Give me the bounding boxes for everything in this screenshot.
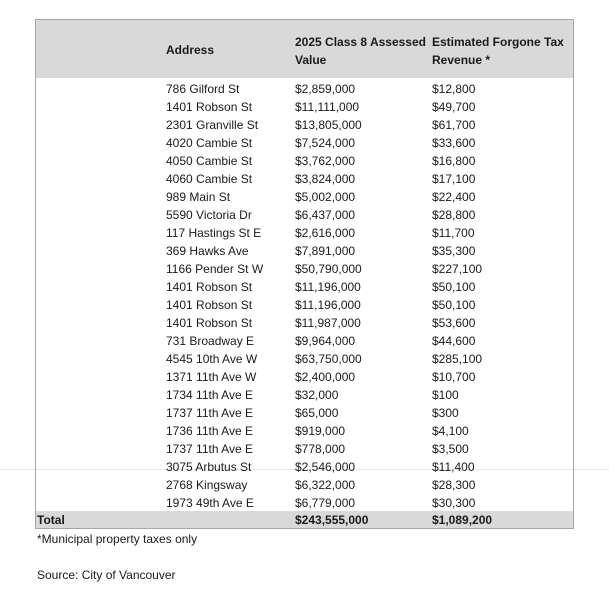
row-assessed-value: $13,805,000 bbox=[295, 118, 362, 132]
row-forgone-revenue: $100 bbox=[432, 388, 459, 402]
row-assessed-value: $11,196,000 bbox=[295, 280, 361, 294]
table-row bbox=[0, 152, 609, 170]
row-address: 1736 11th Ave E bbox=[166, 424, 253, 438]
row-assessed-value: $11,196,000 bbox=[295, 298, 361, 312]
row-forgone-revenue: $227,100 bbox=[432, 262, 483, 276]
table-row bbox=[0, 134, 609, 152]
row-assessed-value: $3,824,000 bbox=[295, 172, 356, 186]
row-forgone-revenue: $28,800 bbox=[432, 208, 476, 222]
row-forgone-revenue: $10,700 bbox=[432, 370, 476, 384]
row-address: 989 Main St bbox=[166, 190, 231, 204]
row-assessed-value: $2,616,000 bbox=[295, 226, 356, 240]
table-row bbox=[0, 98, 609, 116]
row-address: 3075 Arbutus St bbox=[166, 460, 252, 474]
row-assessed-value: $11,111,000 bbox=[295, 100, 360, 114]
row-assessed-value: $11,987,000 bbox=[295, 316, 361, 330]
row-assessed-value: $2,400,000 bbox=[295, 370, 356, 384]
row-forgone-revenue: $33,600 bbox=[432, 136, 476, 150]
row-address: 1737 11th Ave E bbox=[166, 442, 253, 456]
row-forgone-revenue: $53,600 bbox=[432, 316, 476, 330]
row-address: 4060 Cambie St bbox=[166, 172, 253, 186]
header-assessed-value-line2: Value bbox=[295, 53, 327, 67]
row-forgone-revenue: $50,100 bbox=[432, 298, 476, 312]
table-row bbox=[0, 224, 609, 242]
row-assessed-value: $3,762,000 bbox=[295, 154, 356, 168]
header-assessed-value-line1: 2025 Class 8 Assessed bbox=[295, 35, 426, 49]
row-assessed-value: $7,524,000 bbox=[295, 136, 356, 150]
header-forgone-revenue-line2: Revenue * bbox=[432, 53, 491, 67]
table-row bbox=[0, 458, 609, 476]
header-forgone-revenue bbox=[432, 33, 564, 69]
table-row bbox=[0, 242, 609, 260]
row-address: 4050 Cambie St bbox=[166, 154, 253, 168]
row-address: 4020 Cambie St bbox=[166, 136, 253, 150]
row-forgone-revenue: $44,600 bbox=[432, 334, 476, 348]
total-forgone-revenue: $1,089,200 bbox=[432, 513, 493, 527]
footnote: *Municipal property taxes only bbox=[37, 532, 198, 546]
row-address: 1973 49th Ave E bbox=[166, 496, 254, 510]
row-address: 1734 11th Ave E bbox=[166, 388, 253, 402]
row-forgone-revenue: $11,400 bbox=[432, 460, 475, 474]
row-forgone-revenue: $49,700 bbox=[432, 100, 476, 114]
table-row bbox=[0, 80, 609, 98]
table-row bbox=[0, 422, 609, 440]
row-address: 4545 10th Ave W bbox=[166, 352, 258, 366]
row-assessed-value: $6,437,000 bbox=[295, 208, 356, 222]
row-assessed-value: $6,779,000 bbox=[295, 496, 356, 510]
row-address: 1401 Robson St bbox=[166, 100, 253, 114]
row-assessed-value: $5,002,000 bbox=[295, 190, 356, 204]
row-assessed-value: $6,322,000 bbox=[295, 478, 356, 492]
row-forgone-revenue: $12,800 bbox=[432, 82, 476, 96]
table-row bbox=[0, 170, 609, 188]
row-assessed-value: $32,000 bbox=[295, 388, 339, 402]
table-row bbox=[0, 476, 609, 494]
table-row bbox=[0, 206, 609, 224]
row-address: 786 Gilford St bbox=[166, 82, 240, 96]
row-assessed-value: $63,750,000 bbox=[295, 352, 362, 366]
row-address: 2301 Granville St bbox=[166, 118, 259, 132]
row-address: 1401 Robson St bbox=[166, 280, 253, 294]
total-row bbox=[0, 511, 609, 529]
row-address: 1166 Pender St W bbox=[166, 262, 264, 276]
table-row bbox=[0, 440, 609, 458]
table-row bbox=[0, 296, 609, 314]
table-row bbox=[0, 494, 609, 512]
header-forgone-revenue-line1: Estimated Forgone Tax bbox=[432, 35, 564, 49]
row-forgone-revenue: $35,300 bbox=[432, 244, 476, 258]
table-row bbox=[0, 368, 609, 386]
row-forgone-revenue: $61,700 bbox=[432, 118, 476, 132]
row-assessed-value: $919,000 bbox=[295, 424, 346, 438]
row-forgone-revenue: $11,700 bbox=[432, 226, 475, 240]
row-address: 731 Broadway E bbox=[166, 334, 255, 348]
table-body bbox=[0, 80, 609, 512]
row-assessed-value: $2,859,000 bbox=[295, 82, 356, 96]
row-forgone-revenue: $17,100 bbox=[432, 172, 476, 186]
row-forgone-revenue: $3,500 bbox=[432, 442, 469, 456]
table-row bbox=[0, 260, 609, 278]
row-address: 2768 Kingsway bbox=[166, 478, 248, 492]
header-address: Address bbox=[166, 43, 215, 57]
row-assessed-value: $9,964,000 bbox=[295, 334, 356, 348]
row-address: 1371 11th Ave W bbox=[166, 370, 257, 384]
row-address: 1401 Robson St bbox=[166, 298, 253, 312]
row-assessed-value: $65,000 bbox=[295, 406, 339, 420]
row-assessed-value: $50,790,000 bbox=[295, 262, 362, 276]
row-address: 1737 11th Ave E bbox=[166, 406, 253, 420]
row-forgone-revenue: $285,100 bbox=[432, 352, 483, 366]
total-assessed-value: $243,555,000 bbox=[295, 513, 369, 527]
total-label: Total bbox=[37, 513, 65, 527]
row-forgone-revenue: $16,800 bbox=[432, 154, 476, 168]
table-row bbox=[0, 116, 609, 134]
table-row bbox=[0, 386, 609, 404]
row-forgone-revenue: $300 bbox=[432, 406, 459, 420]
row-forgone-revenue: $50,100 bbox=[432, 280, 476, 294]
row-address: 1401 Robson St bbox=[166, 316, 253, 330]
row-address: 369 Hawks Ave bbox=[166, 244, 249, 258]
row-forgone-revenue: $22,400 bbox=[432, 190, 476, 204]
table-row bbox=[0, 314, 609, 332]
header-assessed-value bbox=[295, 33, 426, 69]
source-note: Source: City of Vancouver bbox=[37, 568, 176, 582]
table-row bbox=[0, 350, 609, 368]
row-assessed-value: $7,891,000 bbox=[295, 244, 356, 258]
row-address: 117 Hastings St E bbox=[166, 226, 262, 240]
table-row bbox=[0, 332, 609, 350]
table-row bbox=[0, 188, 609, 206]
row-address: 5590 Victoria Dr bbox=[166, 208, 252, 222]
table-row bbox=[0, 404, 609, 422]
table-row bbox=[0, 278, 609, 296]
row-forgone-revenue: $28,300 bbox=[432, 478, 476, 492]
row-assessed-value: $2,546,000 bbox=[295, 460, 356, 474]
row-forgone-revenue: $4,100 bbox=[432, 424, 469, 438]
row-forgone-revenue: $30,300 bbox=[432, 496, 476, 510]
row-assessed-value: $778,000 bbox=[295, 442, 346, 456]
